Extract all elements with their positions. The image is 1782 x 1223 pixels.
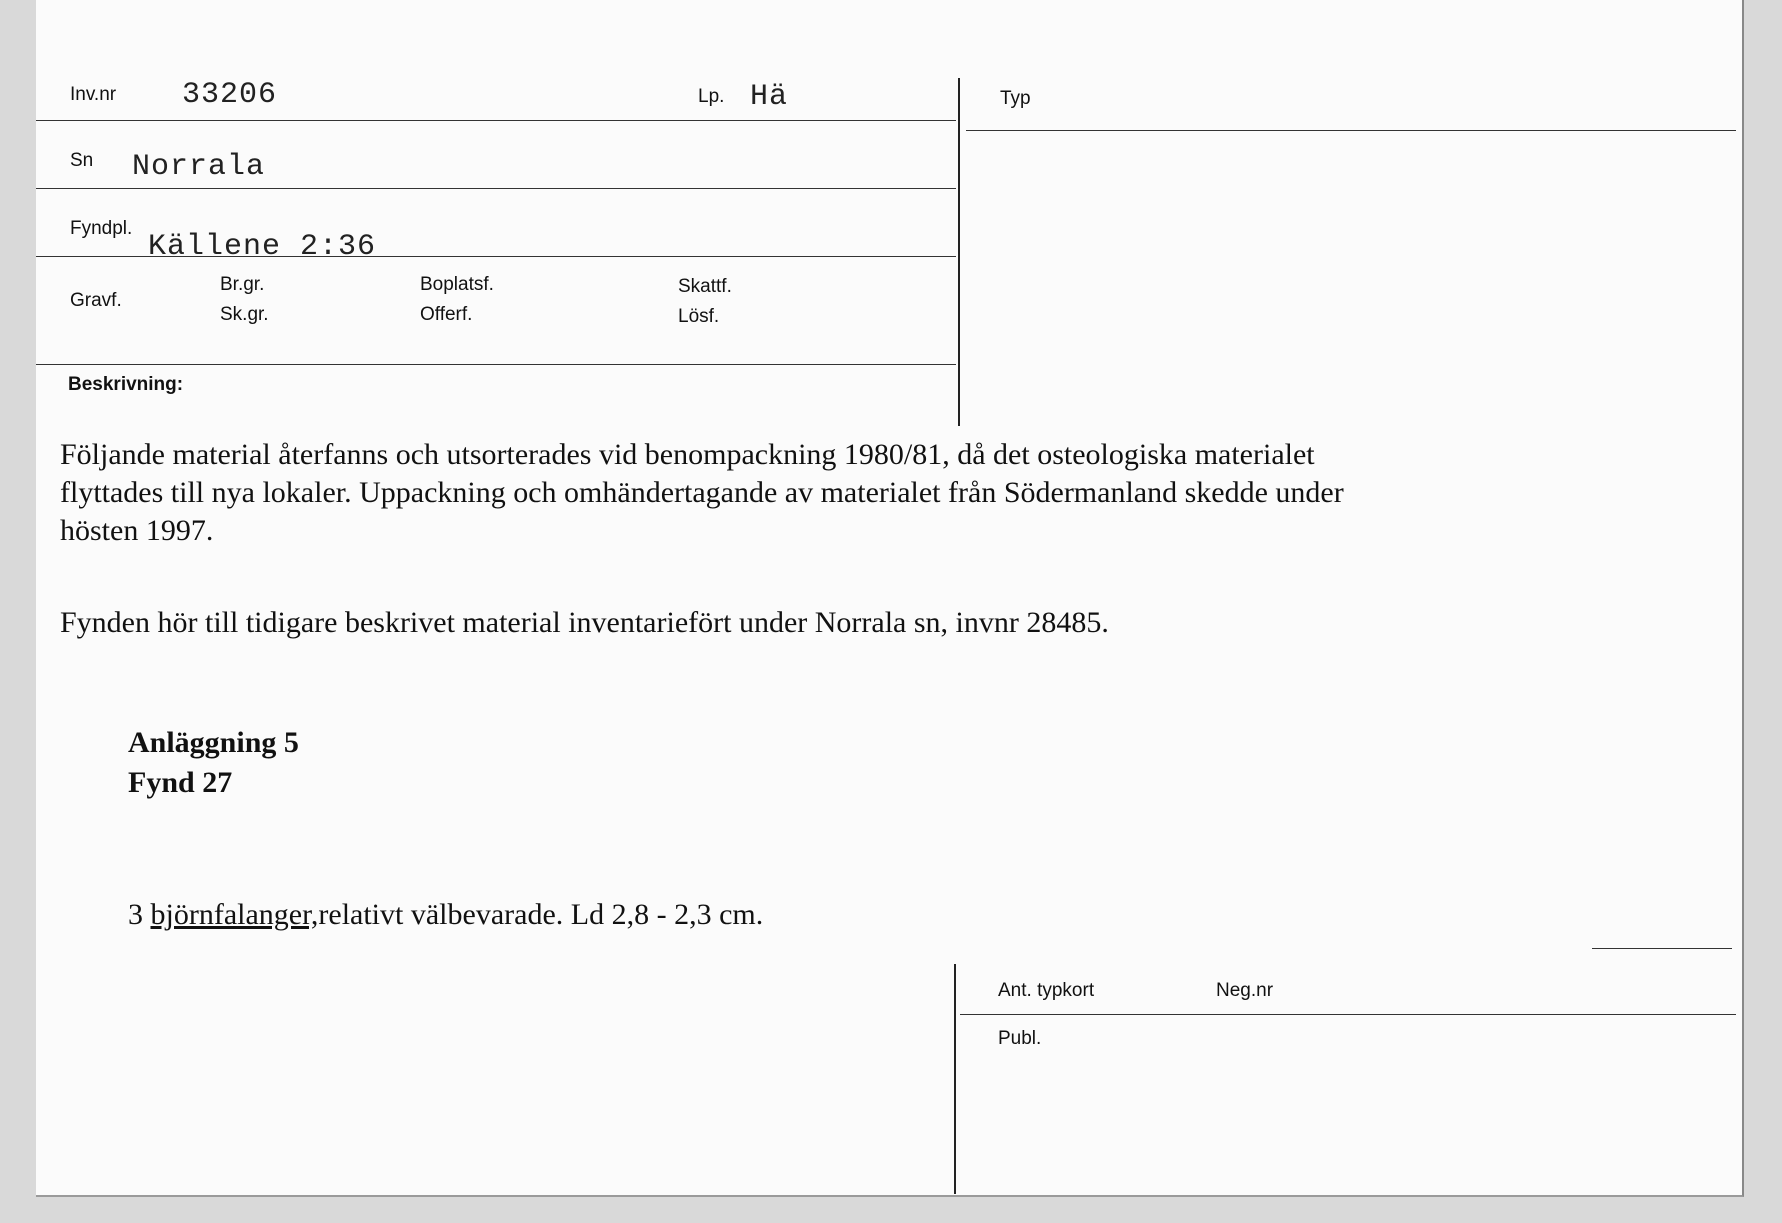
sn-value: Norrala — [132, 150, 266, 184]
footer-vertical-divider — [954, 964, 956, 1194]
footer-rule — [960, 1014, 1736, 1015]
fyndpl-rule — [36, 256, 956, 257]
losf-label: Lösf. — [678, 306, 720, 327]
description-line-1: Följande material återfanns och utsorterades vid benompackning 1980/81, då det osteologiska materialet — [60, 438, 1315, 471]
fyndpl-value: Källene 2:36 — [148, 230, 377, 264]
feature-heading: Anläggning 5 — [128, 726, 299, 759]
footer-top-right-rule — [1592, 948, 1732, 949]
offerf-label: Offerf. — [420, 304, 473, 325]
boplatsf-label: Boplatsf. — [420, 274, 494, 295]
ant-typkort-label: Ant. typkort — [998, 980, 1095, 1001]
gravf-label: Gravf. — [70, 290, 122, 311]
beskrivning-label: Beskrivning: — [68, 374, 184, 395]
categories-rule — [36, 364, 956, 365]
index-card — [36, 0, 1744, 1197]
typ-rule — [966, 130, 1736, 131]
find-count: 3 — [128, 898, 143, 931]
skattf-label: Skattf. — [678, 276, 732, 297]
lp-value: Hä — [750, 80, 789, 114]
find-name: björnfalanger, — [150, 898, 319, 931]
find-heading: Fynd 27 — [128, 766, 233, 799]
find-description — [128, 896, 1328, 934]
description-line-3: hösten 1997. — [60, 514, 214, 547]
neg-nr-label: Neg.nr — [1216, 980, 1274, 1001]
typ-label: Typ — [1000, 88, 1031, 109]
sn-rule — [36, 188, 956, 189]
description-line-2: flyttades till nya lokaler. Uppackning och omhändertagande av materialet från Södermanland skedde under — [60, 476, 1344, 509]
brgr-label: Br.gr. — [220, 274, 265, 295]
inv-nr-value: 33206 — [182, 78, 278, 112]
lp-label: Lp. — [698, 86, 725, 107]
header-rule — [36, 120, 956, 121]
top-vertical-divider — [958, 78, 960, 426]
description-paragraph-2: Fynden hör till tidigare beskrivet material inventariefört under Norrala sn, invnr 28485. — [60, 606, 1109, 639]
publ-label: Publ. — [998, 1028, 1042, 1049]
skgr-label: Sk.gr. — [220, 304, 269, 325]
description-paragraph-1 — [60, 436, 1620, 550]
inv-nr-label: Inv.nr — [70, 84, 117, 105]
fyndpl-label: Fyndpl. — [70, 218, 133, 239]
sn-label: Sn — [70, 150, 94, 171]
find-rest: relativt välbevarade. Ld 2,8 - 2,3 cm. — [318, 898, 764, 931]
